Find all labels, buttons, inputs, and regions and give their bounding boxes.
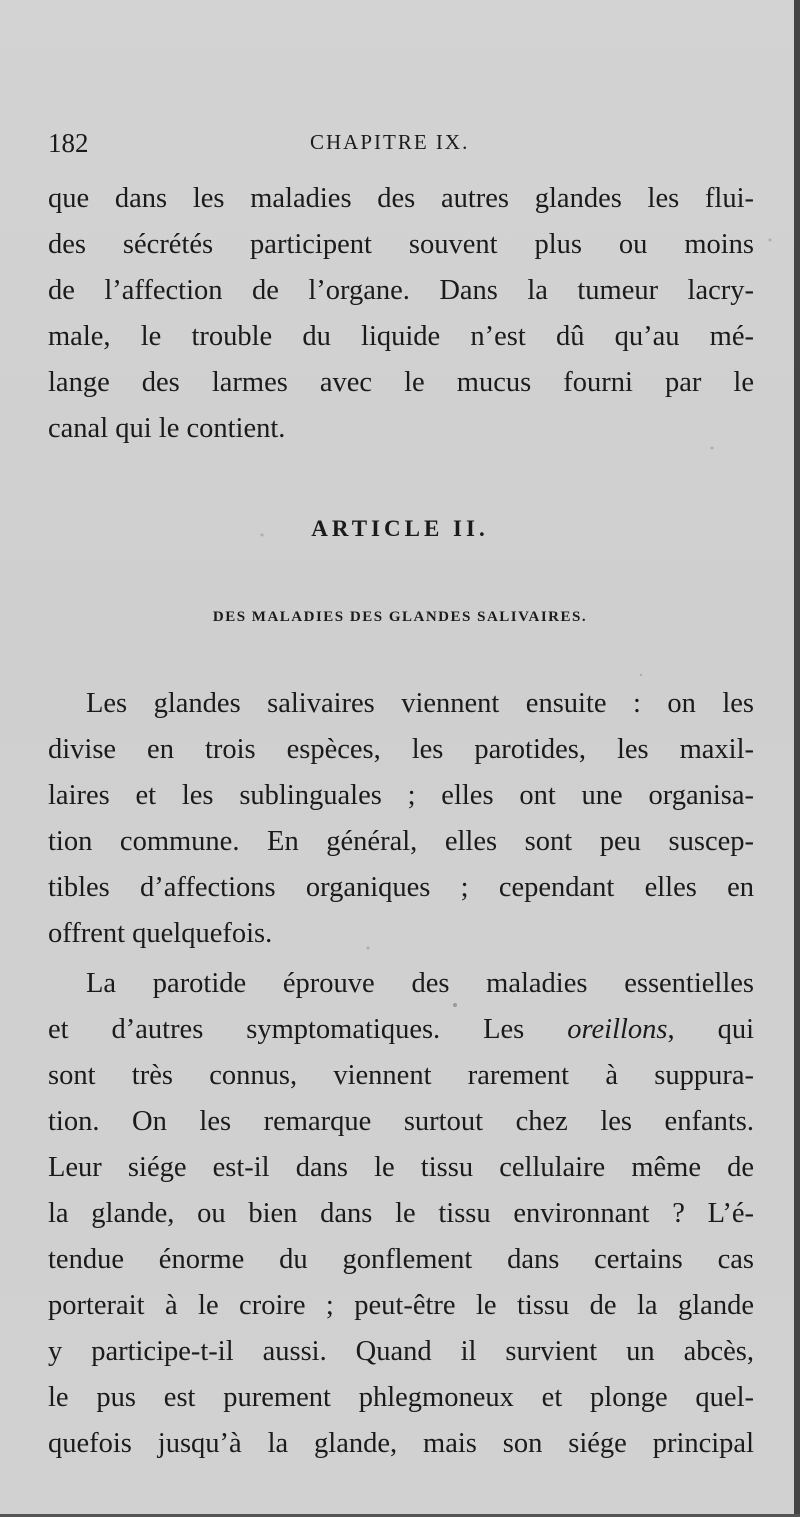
text-line: canal qui le contient. — [48, 413, 286, 444]
chapter-title: CHAPITRE IX. — [310, 130, 470, 154]
text-line: tion commune. En général, elles sont peu suscep- — [48, 826, 754, 857]
running-head — [48, 128, 753, 164]
text-line: le pus est purement phlegmoneux et plonge quel- — [48, 1382, 754, 1413]
text-segment: et d’autres symptomatiques. Les — [48, 1014, 568, 1045]
text-line: divise en trois espèces, les parotides, les maxil- — [48, 734, 754, 765]
text-line: de l’affection de l’organe. Dans la tumeur lacry- — [48, 275, 754, 306]
text-line: sont très connus, viennent rarement à suppura- — [48, 1060, 754, 1091]
text-line: Leur siége est-il dans le tissu cellulaire même de — [48, 1152, 754, 1183]
text-line: que dans les maladies des autres glandes les flui- — [48, 183, 754, 214]
text-line: tion. On les remarque surtout chez les enfants. — [48, 1106, 754, 1137]
text-line: La parotide éprouve des maladies essentielles — [86, 968, 754, 999]
text-line: laires et les sublinguales ; elles ont une organisa- — [48, 780, 754, 811]
text-line: tendue énorme du gonflement dans certains cas — [48, 1244, 754, 1275]
text-line: des sécrétés participent souvent plus ou moins — [48, 229, 754, 260]
text-line: Les glandes salivaires viennent ensuite : on les — [86, 688, 754, 719]
text-line-with-italic — [48, 1007, 754, 1053]
text-segment: , qui — [667, 1014, 754, 1045]
text-line: offrent quelquefois. — [48, 918, 273, 949]
section-heading: DES MALADIES DES GLANDES SALIVAIRES. — [212, 609, 588, 625]
page-edge-shadow — [794, 0, 800, 1517]
paragraph-parotid — [48, 961, 754, 1467]
text-line: porterait à le croire ; peut-être le tissu de la glande — [48, 1290, 754, 1321]
text-line: tibles d’affections organiques ; cependant elles en — [48, 872, 754, 903]
text-line: quefois jusqu’à la glande, mais son siége principal — [48, 1428, 754, 1459]
text-line: male, le trouble du liquide n’est dû qu’au mé- — [48, 321, 754, 352]
page-number: 182 — [48, 128, 89, 158]
text-line: y participe-t-il aussi. Quand il survient un abcès, — [48, 1336, 754, 1367]
text-line: lange des larmes avec le mucus fourni par le — [48, 367, 754, 398]
italic-term: oreillons — [567, 1014, 668, 1045]
paragraph-continuation — [48, 176, 754, 452]
paragraph-salivary-glands — [48, 681, 754, 957]
article-heading: ARTICLE II. — [311, 516, 489, 541]
text-line: la glande, ou bien dans le tissu environnant ? L’é- — [48, 1198, 754, 1229]
